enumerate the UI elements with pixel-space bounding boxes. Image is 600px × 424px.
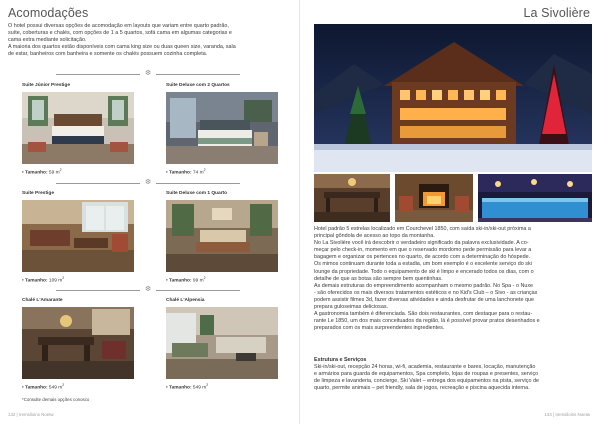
room-photo [22, 200, 134, 272]
page-number: 132 | Iremsiloins Noetw [8, 412, 54, 417]
room-photo [166, 307, 278, 379]
page-title: Acomodações [8, 6, 89, 20]
room-size: • Tamanho: 109 $m^2$ [22, 276, 65, 284]
bullet-icon: • [22, 170, 26, 176]
right-page [300, 0, 600, 424]
room-size: • Tamanho: 74 $m^2$ [166, 168, 206, 176]
room-photo [22, 92, 134, 164]
section-divider [156, 290, 240, 291]
room-size: • Tamanho: 549 $m^2$ [166, 383, 209, 391]
section-divider [56, 290, 140, 291]
room-title: Suite Júnior Prestige [22, 83, 70, 88]
services-list: Ski-in/ski-out, recepção 24 horas, wi-fi, academia, restaurante e bares, locação, manutenção e armários para guarda de equipamentos, Spa completo, lojas de roupas e presentes, serviço de limpeza e lavanderia, concierge, Ski Valet – entrega dos equipamentos na pista, serviço de quarto, permite animais – pet friendly, sala de jogos, recreação e piscina aquecida interna. [314, 364, 539, 392]
room-title: Suite Deluxe com 1 Quarto [166, 191, 228, 196]
hotel-photo-thumbnail [478, 174, 592, 222]
intro-paragraph: O hotel possui diversas opções de acomodação em layouts que variam entre quarto padrão, suíte, coberturas e chalés, com opções de 1 a 5 quartos, sofá cama em algumas categorias e cama extra mediante solicitação. A maioria dos quartos estão disponíveis com cama king size ou duas queen size, varanda, sala de estar, banheiros com banheira e somente os chalés possuem cozinha completa. [8, 23, 236, 58]
snowflake-ornament-icon: ❆ [145, 286, 151, 293]
hotel-photo-thumbnail [395, 174, 473, 222]
hotel-description: Hotel padrão 5 estrelas localizado em Courchevel 1850, com saída ski-in/ski-out próxima a principal gôndola de acesso ao topo da montanha. No La Sivolière você irá descobrir o verdadeiro significado da palavra exclusividade. A co- meçar pelo check-in, momento em que o reservado mordomo pede permissão para levar a bagagem e organizar os pertences no quarto, de acordo com a determinação do hóspede. Os mimos continuam durante toda a estadia, um bom exemplo é o excelente serviço do ski lounge da propriedade. Todo o equipamento de ski é limpo e encerado todos os dias, com o detalhe de que as botas são sempre bem quentinhas. As demais estruturas do empreendimento acompanham o mesmo padrão. No Spa - o Nuxe - são oferecidos os mais diversos tratamentos estéticos e no Kid's Club – o Sivo - as crianças podem assistir filmes 3d, fazer diversas atividades e ainda desfrutar de uma lanchonete que prepara guloseimas deliciosas. A gastronomia também é diferenciada. São dois restaurantes, com destaque para o restau- rante Le 1850, um dos mais conceituados da região, lá é possível provar pratos desenhados e preparados com os mais surpreendentes ingredientes. [314, 226, 540, 332]
room-photo [22, 307, 134, 379]
services-heading: Estrutura e Serviços [314, 357, 367, 363]
room-title: Chalé L'Alpensia [166, 298, 205, 303]
bullet-icon: • [166, 385, 170, 391]
snowflake-ornament-icon: ❆ [145, 179, 151, 186]
room-title: Suite Prestige [22, 191, 54, 196]
section-divider [156, 74, 240, 75]
room-title: Chalé L'Amarante [22, 298, 63, 303]
section-divider [156, 183, 240, 184]
hotel-photo-thumbnail [314, 174, 390, 222]
page-title: La Sivolière [523, 6, 590, 20]
section-divider [56, 183, 140, 184]
room-size: • Tamanho: 59 $m^2$ [22, 168, 62, 176]
section-divider [56, 74, 140, 75]
room-title: Suite Deluxe com 2 Quartos [166, 83, 230, 88]
room-size: • Tamanho: 99 $m^2$ [166, 276, 206, 284]
bullet-icon: • [22, 385, 26, 391]
room-size: • Tamanho: 549 $m^2$ [22, 383, 65, 391]
hotel-night-photo [314, 24, 592, 172]
snowflake-ornament-icon: ❆ [145, 70, 151, 77]
bullet-icon: • [166, 170, 170, 176]
page-number: 133 | Iremsiloins Noetw [544, 412, 590, 417]
room-photo [166, 92, 278, 164]
bullet-icon: • [22, 278, 26, 284]
footnote: *Consulte demais opções conosco [22, 397, 90, 402]
bullet-icon: • [166, 278, 170, 284]
room-photo [166, 200, 278, 272]
